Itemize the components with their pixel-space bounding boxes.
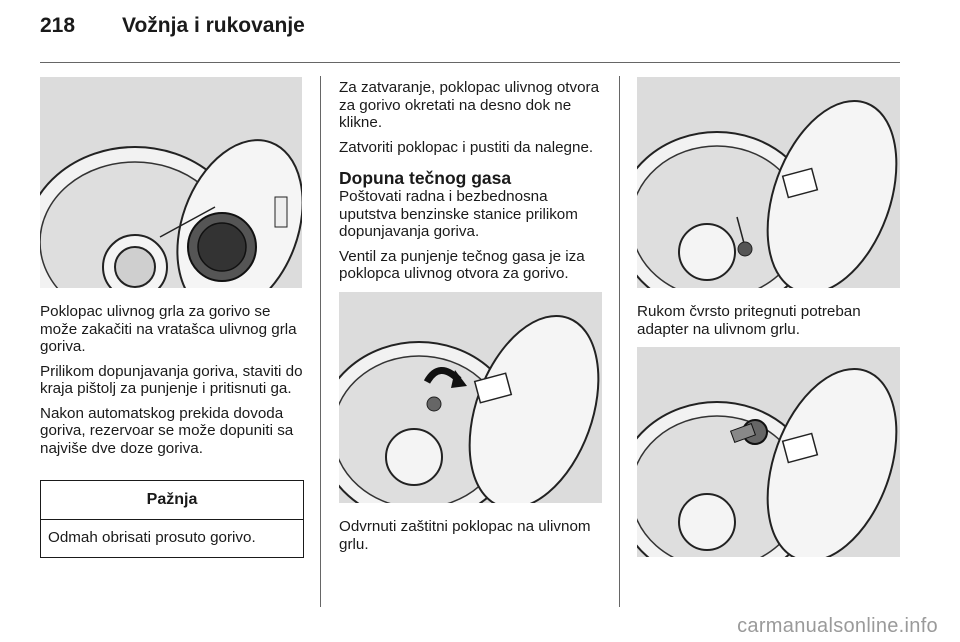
lpg-adapter-illustration (637, 347, 900, 557)
lpg-cap-unscrew-figure (339, 292, 602, 503)
subheading: Dopuna tečnog gasa (339, 168, 512, 188)
lpg-adapter-figure (637, 347, 900, 557)
column-3-caption (637, 303, 900, 345)
watermark: carmanualsonline.info (737, 615, 938, 637)
notice-body: Odmah obrisati prosuto gorivo. (48, 529, 256, 546)
paragraph: Poklopac ulivnog grla za gorivo se može zakačiti na vratašca ulivnog grla goriva. (40, 303, 297, 355)
paragraph: Za zatvaranje, poklopac ulivnog otvora za gorivo okretati na desno dok ne klikne. (339, 79, 600, 131)
paragraph: Nakon automatskog prekida dovoda goriva, rezervoar se može dopuniti sa najviše dve doze goriva. (40, 404, 294, 457)
figure-caption: Odvrnuti zaštitni poklopac na ulivnom grlu. (339, 518, 591, 553)
column-1-text (40, 303, 303, 464)
lpg-valve-illustration (637, 77, 900, 288)
fuel-cap-hanging-figure (40, 77, 302, 288)
lpg-valve-illustration (339, 292, 602, 503)
paragraph: Prilikom dopunjavanja goriva, staviti do kraja pištolj za punjenje i pritisnuti ga. (40, 362, 303, 397)
section-title: Vožnja i rukovanje (122, 14, 305, 37)
page-number: 218 (40, 14, 76, 37)
paragraph: Zatvoriti poklopac i pustiti da nalegne. (339, 138, 594, 156)
paragraph: Ventil za punjenje tečnog gasa je iza poklopca ulivnog otvora za gorivo. (339, 247, 585, 282)
figure-caption: Rukom čvrsto pritegnuti potreban adapter na ulivnom grlu. (637, 303, 861, 338)
fuel-door-illustration (40, 77, 302, 288)
column-2-caption (339, 518, 604, 560)
paragraph: Poštovati radna i bezbednosna uputstva benzinske stanice prilikom dopunjavanja goriva. (339, 188, 578, 240)
notice-heading: Pažnja (41, 481, 303, 520)
header-rule (40, 62, 900, 63)
column-divider (619, 76, 620, 607)
notice-box (40, 480, 304, 558)
lpg-valve-open-figure (637, 77, 900, 288)
column-2-text (339, 79, 604, 290)
column-divider (320, 76, 321, 607)
